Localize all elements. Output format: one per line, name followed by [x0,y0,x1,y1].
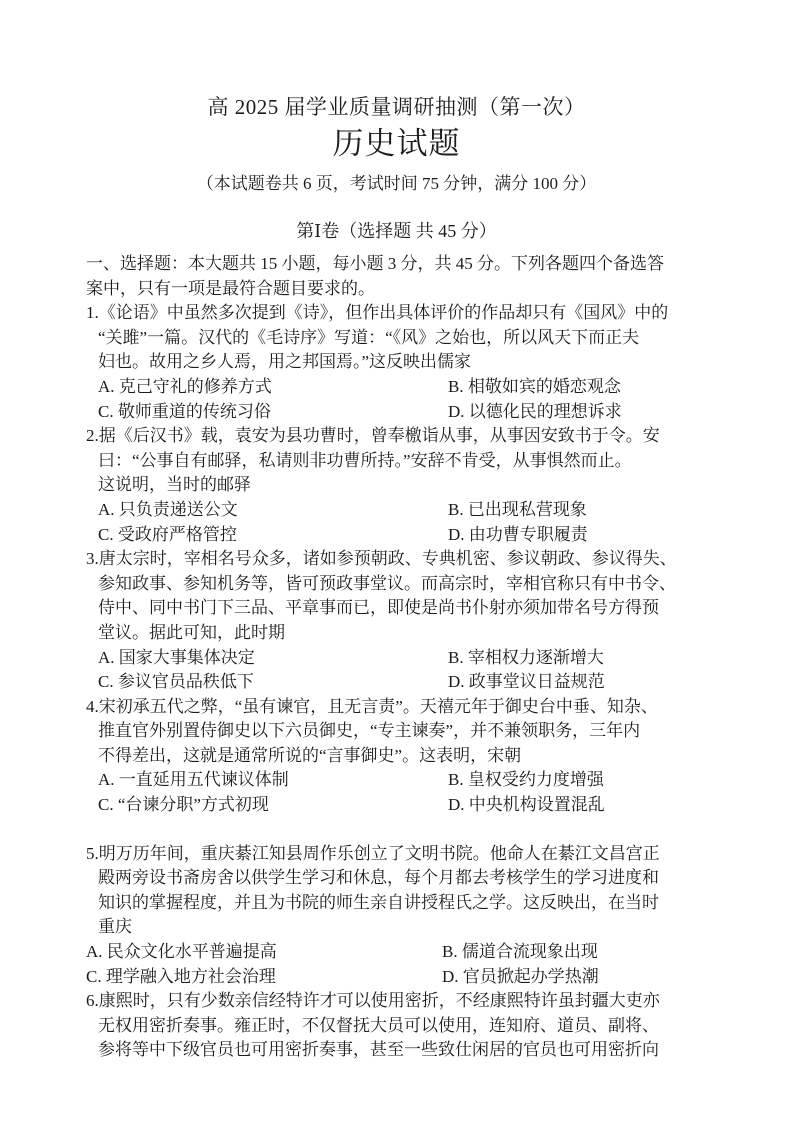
question-1-line: 1.《论语》中虽然多次提到《诗》，但作出具体评价的作品却只有《国风》中的 [86,303,669,323]
option-a: A. 国家大事集体决定 [98,647,255,667]
question-2-options-ab [86,498,713,523]
option-d: D. 以德化民的理想诉求 [448,401,622,421]
option-a: A. 只负责递送公文 [98,499,238,519]
section-heading: 第Ⅰ卷（选择题 共 45 分） [296,221,497,241]
question-1-options-cd [86,400,713,425]
intro-line-2: 案中，只有一项是最符合题目要求的。 [86,278,375,298]
option-b: B. 相敬如宾的婚恋观念 [448,376,621,396]
option-c: C. 理学融入地方社会治理 [86,966,276,986]
question-5-options-ab [86,940,713,965]
intro-line-1: 一、选择题：本大题共 15 小题，每小题 3 分，共 45 分。下列各题四个备选答 [86,254,664,273]
exam-header [0,0,793,243]
question-1-line: 妇也。故用之乡人焉，用之邦国焉。”这反映出儒家 [98,352,472,372]
question-1-line: “关雎”一篇。汉代的《毛诗序》写道：“《风》之始也，所以风天下而正夫 [98,327,640,347]
question-3-line: 参知政事、参知机务等，皆可预政事堂议。而高宗时，宰相官称只有中书令、 [98,573,676,593]
question-4-options-ab [86,768,713,793]
option-b: B. 已出现私营现象 [448,499,587,519]
option-b: B. 宰相权力逐渐增大 [448,647,604,667]
option-d: D. 政事堂议日益规范 [448,672,605,692]
option-c: C. 参议官员品秩低下 [98,672,254,692]
option-d: D. 中央机构设置混乱 [448,795,605,815]
question-1-options-ab [86,375,713,400]
option-c: C. 敬师重道的传统习俗 [98,401,271,421]
question-6-line: 无权用密折奏事。雍正时，不仅督抚大员可以使用，连知府、道员、副将、 [98,1015,659,1035]
question-3-options-ab [86,646,713,671]
question-3-line: 侍中、同中书门下三品、平章事而已，即使是尚书仆射亦须加带名号方得预 [98,598,659,618]
option-d: D. 由功曹专职履责 [448,524,588,544]
exam-subject-title: 历史试题 [332,126,461,161]
exam-meta-info: （本试题卷共 6 页，考试时间 75 分钟，满分 100 分） [196,174,597,193]
question-2-line: 曰：“公事自有邮驿，私请则非功曹所持。”安辞不肯受，从事惧然而止。 [98,450,632,470]
question-4-line: 不得差出，这就是通常所说的“言事御史”。这表明，宋朝 [98,745,522,765]
option-d: D. 官员掀起办学热潮 [442,966,599,986]
question-5-line: 知识的掌握程度，并且为书院的师生亲自讲授程氏之学。这反映出，在当时 [98,892,659,912]
option-c: C. 受政府严格管控 [98,524,237,544]
question-3-line: 堂议。据此可知，此时期 [98,622,285,642]
question-4 [86,695,713,818]
question-4-line: 推直官外别置侍御史以下六员御史，“专主谏奏”，并不兼领职务，三年内 [98,721,641,741]
question-6-line: 参将等中下级官员也可用密折奏事，甚至一些致仕闲居的官员也可用密折向 [98,1040,659,1060]
option-c: C. “台谏分职”方式初现 [98,795,269,815]
question-1 [86,301,713,424]
question-5-line: 5.明万历年间，重庆綦江知县周作乐创立了文明书院。他命人在綦江文昌宫正 [86,843,660,863]
question-4-line: 4.宋初承五代之弊，“虽有谏官，且无言责”。天禧元年于御史台中垂、知杂、 [86,696,658,716]
question-6 [86,989,713,1063]
question-2 [86,424,713,547]
question-6-line: 6.康熙时，只有少数亲信经特许才可以使用密折，不经康熙特许虽封疆大吏亦 [86,991,660,1011]
question-5-options-cd [86,965,713,990]
question-3-line: 3.唐太宗时，宰相名号众多，诸如参预朝政、专典机密、参议朝政、参议得失、 [86,549,677,569]
question-2-line: 2.据《后汉书》载，袁安为县功曹时，曾奉檄诣从事，从事因安致书于令。安 [86,426,660,446]
question-3-options-cd [86,670,713,695]
exam-body [0,243,793,1063]
question-5-line: 殿两旁设书斋房舍以供学生学习和休息，每个月都去考核学生的学习进度和 [98,868,659,888]
question-2-line: 这说明，当时的邮驿 [98,475,251,495]
exam-title: 高 2025 届学业质量调研抽测（第一次） [207,95,586,119]
option-b: B. 儒道合流现象出现 [442,942,598,962]
question-3 [86,547,713,695]
question-4-options-cd [86,793,713,818]
question-2-options-cd [86,523,713,548]
option-a: A. 一直延用五代谏议体制 [98,770,289,790]
option-a: A. 民众文化水平普遍提高 [86,942,277,962]
question-5-line: 重庆 [98,917,132,937]
question-5 [86,842,713,990]
option-a: A. 克己守礼的修养方式 [98,376,272,396]
option-b: B. 皇权受约力度增强 [448,770,604,790]
